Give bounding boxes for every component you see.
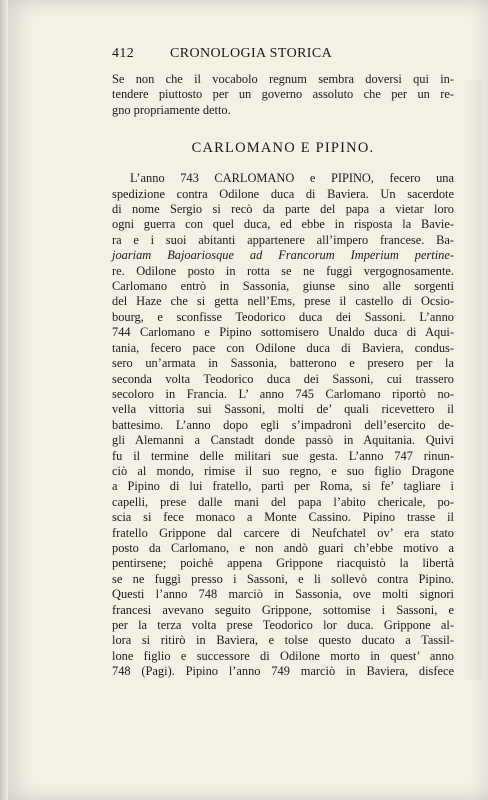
text-line: ra e i suoi abitanti appartenere all’impero francese. Ba- (112, 232, 454, 247)
text-line: se ne fuggì presso i Sassoni, e li sollevò contra Pipino. (112, 571, 454, 586)
text-line: spedizione contra Odilone duca di Baviera. Un sacerdote (112, 186, 454, 201)
running-head: CRONOLOGIA STORICA (170, 46, 333, 61)
text-line: lone figlio e successore di Odilone morto in quest’ anno (112, 648, 454, 663)
text-line: Questi l’anno 748 marciò in Sassonia, ove molti signori (112, 587, 454, 602)
text-line: tendere piuttosto per un governo assoluto che per un re- (112, 87, 454, 102)
text-line: Carlomano entrò in Sassonia, giunse sino alle sorgenti (112, 279, 454, 294)
intro-paragraph (112, 72, 454, 118)
section-title: CARLOMANO E PIPINO. (191, 140, 375, 157)
text-line: L’anno 743 CARLOMANO e PIPINO, fecero una (130, 171, 454, 186)
text-line: re. Odilone posto in rotta se ne fuggì vergognosamente. (112, 263, 454, 278)
page-edge-shade (462, 80, 482, 680)
page-gutter-shadow (0, 0, 8, 800)
page-header (112, 46, 454, 66)
text-line: Se non che il vocabolo regnum sembra doversi qui in- (112, 72, 454, 86)
text-line: 744 Carlomano e Pipino sottomisero Unaldo duca di Aqui- (112, 325, 454, 340)
text-line: 748 (Pagi). Pipino l’anno 749 marciò in Baviera, disfece (112, 664, 454, 679)
text-line: di nome Sergio si recò da parte del papa a vietar loro (112, 202, 454, 217)
text-line: del Haze che si getta nell’Ems, prese il castello di Ocsio- (112, 294, 454, 309)
text-line: gno propriamente detto. (112, 102, 231, 117)
text-line: capelli, prese dalle mani del papa l’abito chericale, po- (112, 494, 454, 509)
text-line: pentirsene; poichè appena Grippone riacquistò la libertà (112, 556, 454, 571)
text-line: ogni guerra con quel duca, ed ebbe in risposta la Bavie- (112, 217, 454, 232)
text-line: lora si ritirò in Baviera, e tolse questo ducato a Tassil- (112, 633, 454, 648)
text-line: ciò al mondo, rimise il suo regno, e suo figlio Dragone (112, 463, 454, 478)
text-line: battesimo. L’anno dopo egli s’impadronì dell’esercito de- (112, 417, 454, 432)
text-line: a Pipino di lui fratello, partì per Roma, si fe’ tagliare i (112, 479, 454, 494)
text-line: bourg, e sconfisse Teodorico duca dei Sassoni. L’anno (112, 309, 454, 324)
text-line: joariam Bajoariosque ad Francorum Imperium pertine- (112, 248, 454, 263)
text-line: fratello Grippone dal carcere di Neufchatel ov’ era stato (112, 525, 454, 540)
text-line: francesi avevano seguito Grippone, sottomise i Sassoni, e (112, 602, 454, 617)
text-line: seconda volta Teodorico duca dei Sassoni, cui trassero (112, 371, 454, 386)
text-line: tania, fecero pace con Odilone duca di Baviera, condus- (112, 340, 454, 355)
page-content (112, 46, 454, 680)
page-number: 412 (112, 46, 135, 61)
text-line: fu il termine delle militari sue gesta. L’anno 747 rinun- (112, 448, 454, 463)
text-line: posto da Carlomano, e non andò guari ch’ebbe motivo a (112, 540, 454, 555)
body-paragraph (112, 171, 454, 679)
text-line: scia si fece monaco a Monte Cassino. Pipino trasse il (112, 510, 454, 525)
text-line: gli Alemanni a Canstadt donde passò in Aquitania. Quivi (112, 433, 454, 448)
text-line: vella vittoria sui Sassoni, molti de’ quali ricevettero il (112, 402, 454, 417)
text-line: secoloro in Francia. L’ anno 745 Carlomano riportò no- (112, 386, 454, 401)
text-line: per la terza volta prese Teodorico lor duca. Grippone al- (112, 618, 454, 632)
text-line: sero un’armata in Sassonia, batterono e presero per la (112, 356, 454, 371)
